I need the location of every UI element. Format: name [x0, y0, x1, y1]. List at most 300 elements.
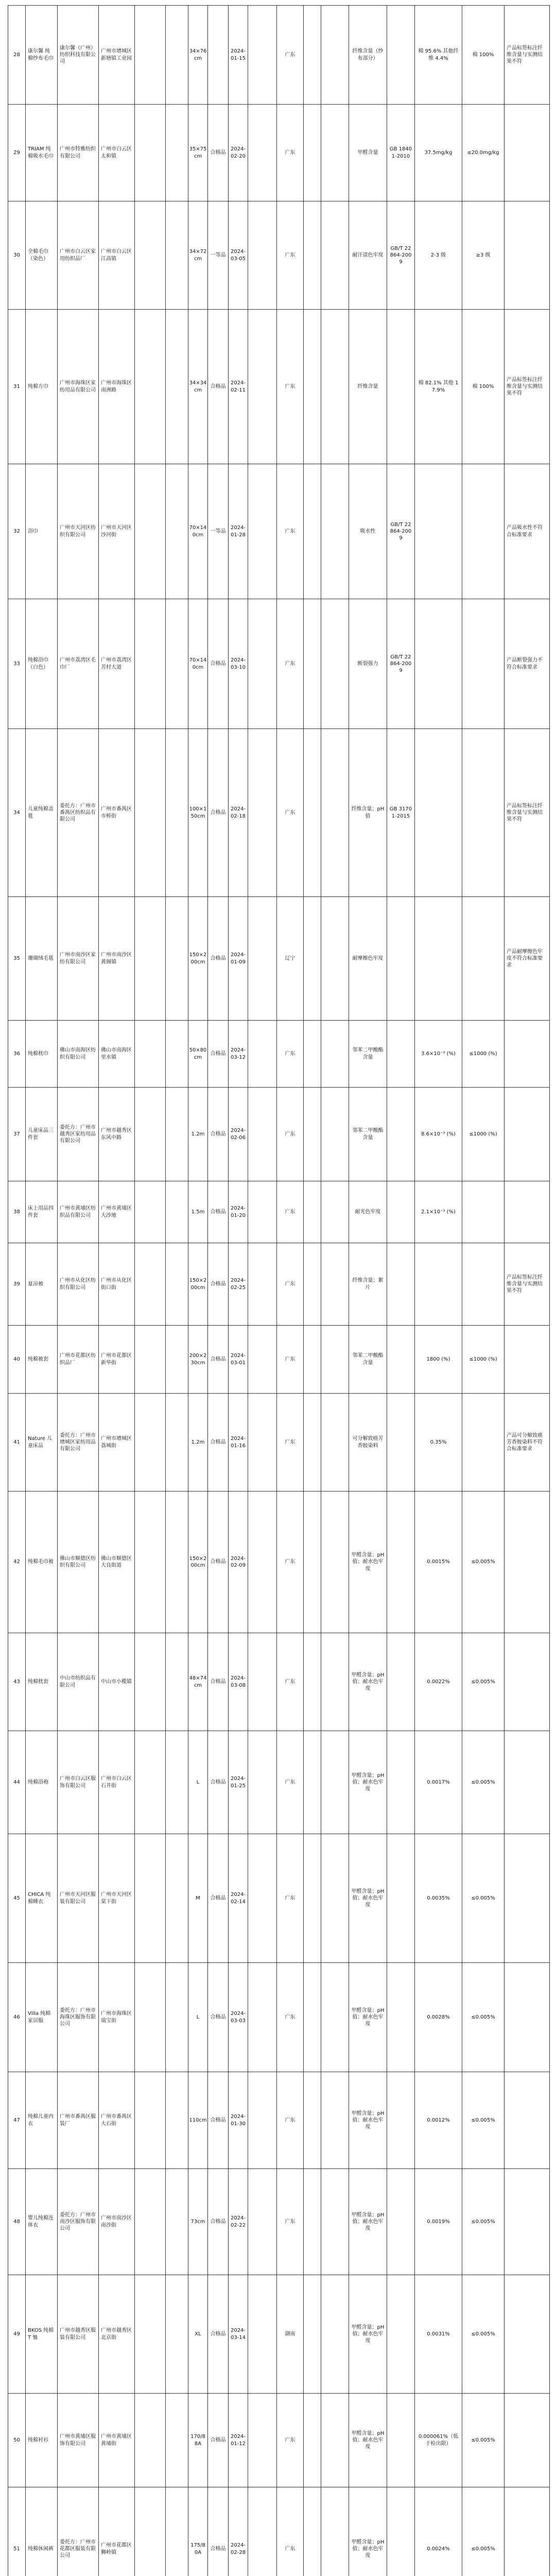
measured-value: 0.35%: [415, 1394, 462, 1492]
table-row: [8, 1492, 550, 1633]
province: 广东: [277, 1633, 304, 1731]
remark: [505, 1326, 550, 1394]
measured-value: 0.000061%（低于检出限）: [415, 2394, 462, 2487]
province: 广东: [277, 1963, 304, 2072]
quality-grade: 合格品: [208, 1731, 229, 1834]
product-name: 纯棉浴巾（白色）: [26, 599, 58, 729]
producer-name: 广州市白云区家用纺织品厂: [58, 201, 99, 310]
standard: [387, 2487, 415, 2576]
standard-requirement: ≤1000 (%): [462, 1326, 505, 1394]
table-row: [8, 6, 550, 105]
product-name: 婴儿纯棉连体衣: [26, 2169, 58, 2275]
product-name: 夏凉被: [26, 1243, 58, 1326]
seller-address: [166, 1243, 188, 1326]
remark: [505, 105, 550, 201]
category: [304, 1088, 321, 1181]
standard: [387, 1834, 415, 1963]
producer-address: 广州市越秀区东风中路: [99, 1088, 135, 1181]
report-number: [321, 105, 349, 201]
spec-model: L: [188, 1731, 208, 1834]
seller-name: [135, 2394, 166, 2487]
seller-name: [135, 464, 166, 599]
seller-address: [166, 1394, 188, 1492]
failed-item: 耐汗渍色牢度: [349, 201, 387, 310]
seller-name: [135, 599, 166, 729]
seller-name: [135, 2169, 166, 2275]
production-date: 2024-02-09: [229, 1492, 248, 1633]
quality-grade: 合格品: [208, 897, 229, 1021]
product-name: 纯棉休闲裤: [26, 2487, 58, 2576]
quality-grade: 合格品: [208, 729, 229, 897]
standard-requirement: ≤0.005%: [462, 1731, 505, 1834]
failed-item: 甲醛含量；pH 值；耐水色牢度: [349, 2275, 387, 2394]
category: [304, 2487, 321, 2576]
production-date: 2024-02-20: [229, 105, 248, 201]
product-name: Villa 纯棉家居服: [26, 1963, 58, 2072]
production-date: 2024-01-16: [229, 1394, 248, 1492]
seller-name: [135, 1326, 166, 1394]
product-name: 纯棉毛巾被: [26, 1492, 58, 1633]
producer-name: 广州市天河区纺织有限公司: [58, 464, 99, 599]
spec-model: L: [188, 1963, 208, 2072]
quality-grade: 合格品: [208, 599, 229, 729]
standard-requirement: 棉 100%: [462, 6, 505, 105]
production-date: 2024-03-03: [229, 1963, 248, 2072]
remark: 产品标签标注纤维含量与实测结果不符: [505, 729, 550, 897]
production-date: 2024-03-05: [229, 201, 248, 310]
standard: [387, 310, 415, 464]
report-number: [321, 897, 349, 1021]
production-date: 2024-01-30: [229, 2072, 248, 2169]
seller-address: [166, 464, 188, 599]
seller-name: [135, 201, 166, 310]
spec-model: 150×200cm: [188, 1492, 208, 1633]
province: 广东: [277, 1088, 304, 1181]
producer-name: 委托方：广州市番禺区纺织品有限公司: [58, 729, 99, 897]
row-number: 50: [8, 2394, 26, 2487]
product-name: Nature 儿童床品: [26, 1394, 58, 1492]
category: [304, 6, 321, 105]
producer-name: 佛山市顺德区纺织有限公司: [58, 1492, 99, 1633]
sample-result: [248, 2487, 277, 2576]
product-name: 纯棉儿童内衣: [26, 2072, 58, 2169]
sample-result: [248, 464, 277, 599]
category: [304, 2072, 321, 2169]
province: 广东: [277, 2487, 304, 2576]
producer-name: 广州市从化区纺织有限公司: [58, 1243, 99, 1326]
product-name: 床上用品四件套: [26, 1181, 58, 1243]
province: 广东: [277, 201, 304, 310]
producer-name: 广州市荔湾区毛巾厂: [58, 599, 99, 729]
producer-address: 广州市番禺区大石街: [99, 2072, 135, 2169]
remark: [505, 1088, 550, 1181]
standard: GB/T 22864-2009: [387, 464, 415, 599]
seller-address: [166, 1088, 188, 1181]
category: [304, 1492, 321, 1633]
table-row: [8, 464, 550, 599]
sample-result: [248, 1731, 277, 1834]
remark: [505, 2169, 550, 2275]
sample-result: [248, 1326, 277, 1394]
spec-model: 1.2m: [188, 1394, 208, 1492]
province: 广东: [277, 310, 304, 464]
table-row: [8, 1633, 550, 1731]
producer-name: 广州市黄埔区服饰有限公司: [58, 2394, 99, 2487]
report-number: [321, 1181, 349, 1243]
standard-requirement: ≤0.005%: [462, 1834, 505, 1963]
standard-requirement: ≤0.005%: [462, 1633, 505, 1731]
failed-item: 纤维含量；絮片: [349, 1243, 387, 1326]
category: [304, 1834, 321, 1963]
seller-name: [135, 1394, 166, 1492]
seller-name: [135, 1963, 166, 2072]
table-row: [8, 1731, 550, 1834]
sample-result: [248, 897, 277, 1021]
failed-item: 甲醛含量；pH 值；耐水色牢度: [349, 1963, 387, 2072]
standard: [387, 2275, 415, 2394]
sample-result: [248, 1492, 277, 1633]
product-name: 纯棉衬衫: [26, 2394, 58, 2487]
production-date: 2024-03-12: [229, 1021, 248, 1088]
seller-address: [166, 2394, 188, 2487]
table-row: [8, 2072, 550, 2169]
production-date: 2024-02-28: [229, 2487, 248, 2576]
standard-requirement: [462, 1394, 505, 1492]
standard-requirement: [462, 897, 505, 1021]
producer-address: 广州市荔湾区芳村大道: [99, 599, 135, 729]
producer-address: 广州市增城区新塘镇工业园: [99, 6, 135, 105]
producer-name: 委托方：广州市越秀区家纺用品有限公司: [58, 1088, 99, 1181]
producer-name: 广州市番禺区服装厂: [58, 2072, 99, 2169]
table-row: [8, 201, 550, 310]
report-number: [321, 1088, 349, 1181]
measured-value: [415, 464, 462, 599]
failed-item: 甲醛含量；pH 值；耐水色牢度: [349, 1731, 387, 1834]
production-date: 2024-03-08: [229, 1633, 248, 1731]
product-name: 浴巾: [26, 464, 58, 599]
production-date: 2024-03-14: [229, 2275, 248, 2394]
producer-name: 广州市黄埔区纺织品有限公司: [58, 1181, 99, 1243]
seller-address: [166, 1633, 188, 1731]
production-date: 2024-02-18: [229, 729, 248, 897]
province: 广东: [277, 599, 304, 729]
province: 广东: [277, 1731, 304, 1834]
sample-result: [248, 105, 277, 201]
table-row: [8, 1394, 550, 1492]
province: 广东: [277, 1492, 304, 1633]
producer-name: 委托方：广州市花都区服装有限公司: [58, 2487, 99, 2576]
report-number: [321, 2394, 349, 2487]
sample-result: [248, 1181, 277, 1243]
measured-value: [415, 897, 462, 1021]
failed-item: 耐摩擦色牢度: [349, 897, 387, 1021]
standard-requirement: ≤0.005%: [462, 2072, 505, 2169]
standard-requirement: ≤0.005%: [462, 1492, 505, 1633]
producer-address: 广州市从化区街口街: [99, 1243, 135, 1326]
product-name: CHICA 纯棉睡衣: [26, 1834, 58, 1963]
spec-model: 100×150cm: [188, 729, 208, 897]
spec-model: 73cm: [188, 2169, 208, 2275]
standard-requirement: ≤0.005%: [462, 2275, 505, 2394]
producer-address: 广州市花都区新华街: [99, 1326, 135, 1394]
table-row: [8, 1088, 550, 1181]
standard-requirement: [462, 464, 505, 599]
producer-name: 广州市天河区服装有限公司: [58, 1834, 99, 1963]
province: 广东: [277, 2072, 304, 2169]
remark: [505, 1021, 550, 1088]
producer-address: 广州市白云区太和镇: [99, 105, 135, 201]
measured-value: 8.6×10⁻³ (%): [415, 1088, 462, 1181]
production-date: 2024-02-25: [229, 1243, 248, 1326]
measured-value: 0.0028%: [415, 1963, 462, 2072]
table-row: [8, 1021, 550, 1088]
measured-value: 0.0019%: [415, 2169, 462, 2275]
province: 广东: [277, 1181, 304, 1243]
producer-address: 中山市小榄镇: [99, 1633, 135, 1731]
production-date: 2024-01-20: [229, 1181, 248, 1243]
report-number: [321, 1731, 349, 1834]
quality-grade: 合格品: [208, 2275, 229, 2394]
measured-value: 0.0015%: [415, 1492, 462, 1633]
standard-requirement: [462, 729, 505, 897]
measured-value: 2-3 级: [415, 201, 462, 310]
measured-value: 37.5mg/kg: [415, 105, 462, 201]
province: 广东: [277, 1394, 304, 1492]
table-row: [8, 2169, 550, 2275]
remark: [505, 2487, 550, 2576]
spec-model: 200×230cm: [188, 1326, 208, 1394]
standard-requirement: 棉 100%: [462, 310, 505, 464]
seller-address: [166, 1963, 188, 2072]
category: [304, 2275, 321, 2394]
sample-result: [248, 201, 277, 310]
category: [304, 1394, 321, 1492]
sample-result: [248, 2275, 277, 2394]
spec-model: 175/80A: [188, 2487, 208, 2576]
spec-model: 48×74cm: [188, 1633, 208, 1731]
remark: 产品吸水性不符合标准要求: [505, 464, 550, 599]
row-number: 33: [8, 599, 26, 729]
seller-name: [135, 310, 166, 464]
report-number: [321, 2169, 349, 2275]
seller-address: [166, 1021, 188, 1088]
province: 广东: [277, 1834, 304, 1963]
standard: GB 18401-2010: [387, 105, 415, 201]
spec-model: 50×80cm: [188, 1021, 208, 1088]
row-number: 45: [8, 1834, 26, 1963]
seller-name: [135, 2275, 166, 2394]
producer-name: 广州市越秀区服装有限公司: [58, 2275, 99, 2394]
quality-grade: 合格品: [208, 1834, 229, 1963]
standard: GB/T 22864-2009: [387, 599, 415, 729]
quality-grade: 合格品: [208, 2169, 229, 2275]
quality-grade: 合格品: [208, 2394, 229, 2487]
seller-name: [135, 729, 166, 897]
province: 广东: [277, 105, 304, 201]
report-number: [321, 1492, 349, 1633]
producer-address: 广州市增城区荔城街: [99, 1394, 135, 1492]
remark: [505, 1492, 550, 1633]
seller-name: [135, 1243, 166, 1326]
measured-value: 0.0012%: [415, 2072, 462, 2169]
category: [304, 1181, 321, 1243]
province: 广东: [277, 6, 304, 105]
quality-grade: 合格品: [208, 2072, 229, 2169]
sample-result: [248, 310, 277, 464]
producer-name: 佛山市南海区纺织有限公司: [58, 1021, 99, 1088]
row-number: 32: [8, 464, 26, 599]
producer-name: 康尔馨（广州）纺织科技有限公司: [58, 6, 99, 105]
table-row: [8, 729, 550, 897]
producer-name: 委托方：广州市南沙区服饰有限公司: [58, 2169, 99, 2275]
seller-address: [166, 1326, 188, 1394]
standard: [387, 2169, 415, 2275]
failed-item: 纤维含量（纱布部分）: [349, 6, 387, 105]
seller-address: [166, 2487, 188, 2576]
seller-name: [135, 1021, 166, 1088]
measured-value: 0.0024%: [415, 2487, 462, 2576]
report-number: [321, 1834, 349, 1963]
seller-address: [166, 897, 188, 1021]
province: 广东: [277, 2394, 304, 2487]
quality-grade: 合格品: [208, 1492, 229, 1633]
table-row: [8, 2394, 550, 2487]
production-date: 2024-02-11: [229, 310, 248, 464]
seller-address: [166, 310, 188, 464]
standard-requirement: ≤1000 (%): [462, 1088, 505, 1181]
category: [304, 201, 321, 310]
failed-item: 甲醛含量: [349, 105, 387, 201]
row-number: 42: [8, 1492, 26, 1633]
row-number: 35: [8, 897, 26, 1021]
province: 广东: [277, 1243, 304, 1326]
remark: 产品耐摩擦色牢度不符合标准要求: [505, 897, 550, 1021]
standard: [387, 1633, 415, 1731]
producer-name: 委托方：广州市增城区家纺用品有限公司: [58, 1394, 99, 1492]
standard: GB/T 22864-2009: [387, 201, 415, 310]
standard-requirement: [462, 599, 505, 729]
category: [304, 105, 321, 201]
production-date: 2024-01-15: [229, 6, 248, 105]
category: [304, 1326, 321, 1394]
remark: 产品标签标注纤维含量与实测结果不符: [505, 6, 550, 105]
row-number: 39: [8, 1243, 26, 1326]
spec-model: 70×140cm: [188, 599, 208, 729]
production-date: 2024-02-22: [229, 2169, 248, 2275]
measured-value: 0.0031%: [415, 2275, 462, 2394]
failed-item: 甲醛含量；pH 值；耐水色牢度: [349, 2169, 387, 2275]
standard: [387, 2394, 415, 2487]
row-number: 47: [8, 2072, 26, 2169]
failed-item: 甲醛含量；pH 值；耐水色牢度: [349, 1834, 387, 1963]
table-row: [8, 1326, 550, 1394]
remark: [505, 2072, 550, 2169]
quality-grade: 合格品: [208, 1021, 229, 1088]
category: [304, 729, 321, 897]
failed-item: 甲醛含量；pH 值；耐水色牢度: [349, 2072, 387, 2169]
sample-result: [248, 2169, 277, 2275]
quality-grade: 合格品: [208, 310, 229, 464]
quality-grade: [208, 6, 229, 105]
seller-address: [166, 2275, 188, 2394]
seller-address: [166, 1731, 188, 1834]
seller-name: [135, 1492, 166, 1633]
seller-name: [135, 1834, 166, 1963]
province: 广东: [277, 729, 304, 897]
sample-result: [248, 1834, 277, 1963]
province: 广东: [277, 464, 304, 599]
quality-grade: 合格品: [208, 1963, 229, 2072]
standard: [387, 1326, 415, 1394]
report-number: [321, 464, 349, 599]
row-number: 40: [8, 1326, 26, 1394]
table-row: [8, 599, 550, 729]
production-date: 2024-02-14: [229, 1834, 248, 1963]
seller-address: [166, 2169, 188, 2275]
production-date: 2024-01-12: [229, 2394, 248, 2487]
standard-requirement: ≤0.005%: [462, 2169, 505, 2275]
report-number: [321, 2275, 349, 2394]
standard: GB 31701-2015: [387, 729, 415, 897]
measured-value: 棉 82.1% 其他 17.9%: [415, 310, 462, 464]
product-name: 珊瑚绒毛毯: [26, 897, 58, 1021]
producer-address: 广州市花都区狮岭镇: [99, 2487, 135, 2576]
report-number: [321, 2072, 349, 2169]
spec-model: 150×200cm: [188, 1243, 208, 1326]
product-name: BKOS 纯棉 T 恤: [26, 2275, 58, 2394]
standard-requirement: [462, 1243, 505, 1326]
sample-result: [248, 2394, 277, 2487]
row-number: 43: [8, 1633, 26, 1731]
quality-grade: 合格品: [208, 1633, 229, 1731]
category: [304, 310, 321, 464]
remark: 产品断裂强力不符合标准要求: [505, 599, 550, 729]
failed-item: 甲醛含量；pH 值；耐水色牢度: [349, 2487, 387, 2576]
report-number: [321, 1243, 349, 1326]
category: [304, 1243, 321, 1326]
remark: [505, 2394, 550, 2487]
quality-grade: 一等品: [208, 464, 229, 599]
measured-value: 0.0022%: [415, 1633, 462, 1731]
producer-name: 广州市海珠区家纺用品有限公司: [58, 310, 99, 464]
producer-name: 广州市特雅纺织有限公司: [58, 105, 99, 201]
seller-name: [135, 2072, 166, 2169]
remark: 产品标签标注纤维含量与实测结果不符: [505, 1243, 550, 1326]
table-row: [8, 897, 550, 1021]
standard: [387, 1021, 415, 1088]
standard-requirement: ≤0.005%: [462, 1963, 505, 2072]
category: [304, 897, 321, 1021]
product-name: 纯棉方巾: [26, 310, 58, 464]
producer-address: 广州市黄埔区大沙地: [99, 1181, 135, 1243]
standard-requirement: ≤0.005%: [462, 2394, 505, 2487]
standard-requirement: ≥3 级: [462, 201, 505, 310]
failed-item: 邻苯二甲酸酯含量: [349, 1088, 387, 1181]
product-name: 纯棉枕套: [26, 1633, 58, 1731]
province: 湖南: [277, 2275, 304, 2394]
sample-result: [248, 1243, 277, 1326]
seller-address: [166, 6, 188, 105]
seller-address: [166, 201, 188, 310]
producer-address: 广州市越秀区北京街: [99, 2275, 135, 2394]
sample-result: [248, 2072, 277, 2169]
seller-name: [135, 2487, 166, 2576]
failed-item: 纤维含量；pH 值: [349, 729, 387, 897]
spec-model: 70×140cm: [188, 464, 208, 599]
quality-grade: 合格品: [208, 1394, 229, 1492]
table-row: [8, 310, 550, 464]
spec-model: 150×200cm: [188, 897, 208, 1021]
